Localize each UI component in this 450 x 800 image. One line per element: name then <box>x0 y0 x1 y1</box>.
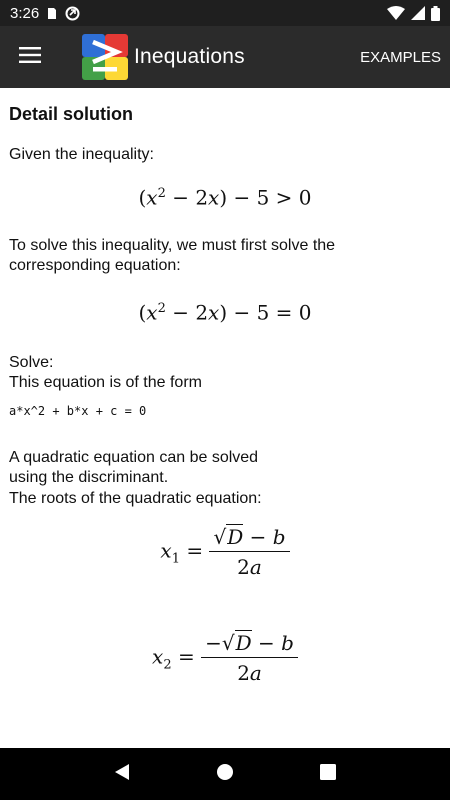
cast-icon <box>65 6 80 21</box>
quadratic-line2: using the discriminant. <box>9 469 169 486</box>
app-title: Inequations <box>134 45 245 68</box>
back-icon <box>113 763 131 786</box>
app-bar <box>0 26 450 88</box>
form-text: This equation is of the form <box>9 374 202 391</box>
solve-intro-line1: To solve this inequality, we must first solve the <box>9 236 336 254</box>
wifi-icon <box>387 6 405 20</box>
solve-section <box>9 353 441 394</box>
navigation-bar <box>0 748 450 800</box>
recents-button[interactable] <box>308 754 348 794</box>
home-icon <box>216 763 234 786</box>
examples-button[interactable]: EXAMPLES <box>360 48 441 66</box>
status-time: 3:26 <box>10 4 40 22</box>
menu-icon <box>19 47 41 68</box>
quadratic-line3: The roots of the quadratic equation: <box>9 489 262 507</box>
root-x1-formula: $x_1$ = $\frac{√D - b}{2a}$ <box>9 525 441 579</box>
back-button[interactable] <box>102 754 142 794</box>
given-text: Given the inequality: <box>9 146 154 163</box>
app-logo <box>82 34 128 80</box>
page-title: Detail solution <box>9 104 134 124</box>
inequality-formula: $(x^2 - 2x) - 5 > 0$ <box>138 185 312 210</box>
signal-icon <box>411 6 425 20</box>
sim-icon <box>47 7 57 20</box>
solve-intro-text <box>9 236 441 277</box>
solution-content <box>0 88 450 748</box>
battery-icon <box>431 6 440 21</box>
menu-button[interactable] <box>0 26 60 88</box>
solve-label: Solve: <box>9 353 54 371</box>
status-bar <box>0 0 450 26</box>
recents-icon <box>320 764 336 785</box>
form-code: a*x^2 + b*x + c = 0 <box>9 403 147 418</box>
quadratic-text <box>9 448 441 510</box>
home-button[interactable] <box>205 754 245 794</box>
equation-formula: $(x^2 - 2x) - 5 = 0$ <box>138 300 312 325</box>
quadratic-line1: A quadratic equation can be solved <box>9 448 259 466</box>
root-x2-formula: $x_2$ = $\frac{-√D - b}{2a}$ <box>9 631 441 685</box>
solve-intro-line2: corresponding equation: <box>9 257 181 274</box>
